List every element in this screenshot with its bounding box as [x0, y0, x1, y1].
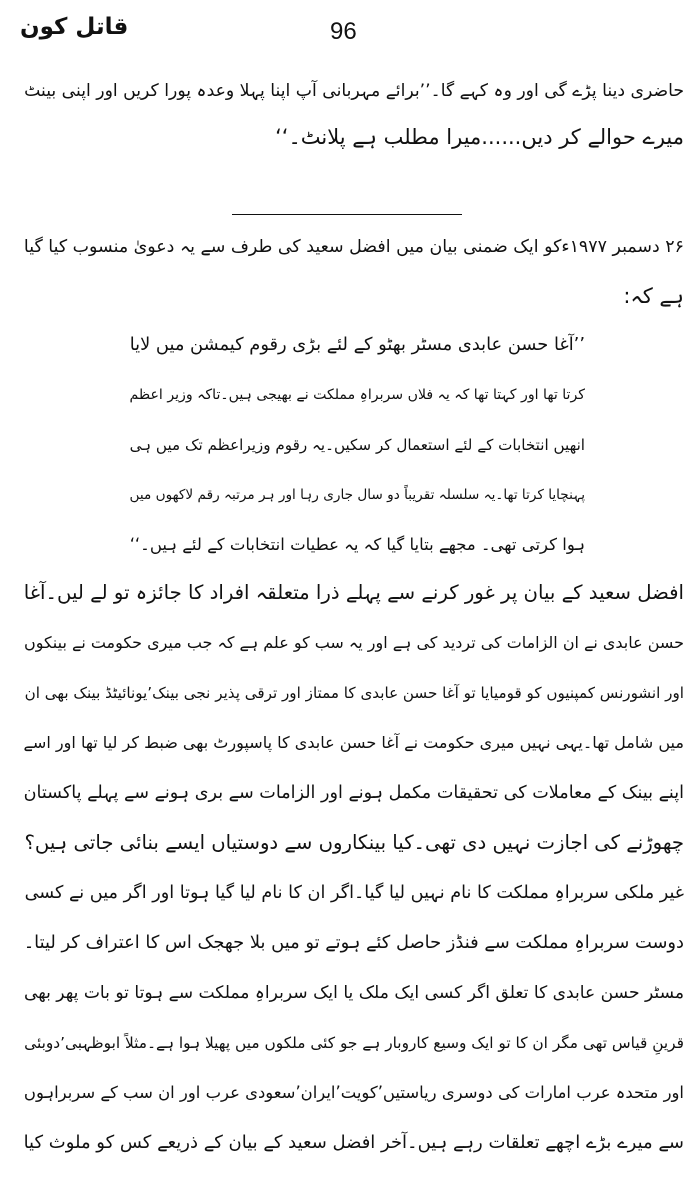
text-line: سے میرے بڑے اچھے تعلقات رہے ہیں۔آخر افضل سعید کے بیان کے ذریعے کس کو ملوث کیا: [23, 1132, 684, 1153]
quote-line: کرتا تھا اور کہتا تھا کہ یہ فلاں سربراہِ مملکت نے بھیجی ہیں۔تاکہ وزیر اعظم: [129, 387, 585, 403]
text-line: چھوڑنے کی اجازت نہیں دی تھی۔کیا بینکاروں سے دوستیاں ایسے بنائی جاتی ہیں؟: [24, 831, 684, 854]
section-divider: [232, 214, 462, 215]
text-line: حاضری دینا پڑے گی اور وہ کہے گا۔’’برائے مہربانی آپ اپنا پہلا وعدہ پورا کریں اور اپنی بینٹ: [24, 81, 684, 101]
page-header: [0, 14, 700, 54]
text-line: ہے کہ:: [623, 284, 684, 308]
text-line: ۲۶ دسمبر ۱۹۷۷ءکو ایک ضمنی بیان میں افضل سعید کی طرف سے یہ دعویٰ منسوب کیا گیا: [23, 237, 684, 257]
quote-line: انھیں انتخابات کے لئے استعمال کر سکیں۔یہ رقوم وزیراعظم تک میں ہی: [129, 436, 585, 454]
text-line: غیر ملکی سربراہِ مملکت کا نام نہیں لیا گیا۔اگر ان کا نام لیا گیا ہوتا اور اگر میں نے کسی: [24, 883, 684, 903]
text-line: دوست سربراہِ مملکت سے فنڈز حاصل کئے ہوتے تو میں بلا جھجک اس کا اعتراف کر لیتا۔: [23, 932, 684, 953]
text-line: اور متحدہ عرب امارات کی دوسری ریاستیں’کویت’ایران’سعودی عرب اور ان سب کے سربراہوں: [23, 1083, 684, 1102]
text-line: اور انشورنس کمپنیوں کو قومیایا تو آغا حسن عابدی کا ممتاز اور ترقی پذیر نجی بینک’یونائیٹڈ بینک بھی ان: [24, 684, 684, 702]
text-line: افضل سعید کے بیان پر غور کرنے سے پہلے ذرا متعلقہ افراد کا جائزہ تو لے لیں۔آغا: [23, 581, 684, 604]
quote-line: ہوا کرتی تھی۔ مجھے بتایا گیا کہ یہ عطیات انتخابات کے لئے ہیں۔‘‘: [129, 535, 585, 554]
quote-line: ’’آغا حسن عابدی مسٹر بھٹو کے لئے بڑی رقوم کیمشن میں لایا: [129, 334, 585, 355]
text-line: میرے حوالے کر دیں......میرا مطلب ہے پلانٹ۔‘‘: [275, 125, 684, 149]
text-line: میں شامل تھا۔یہی نہیں میری حکومت نے آغا حسن عابدی کا پاسپورٹ بھی ضبط کر لیا تھا اور اسے: [23, 733, 684, 752]
text-line: قرینِ قیاس تھی مگر ان کا تو ایک وسیع کاروبار ہے جو کئی ملکوں میں پھیلا ہوا ہے۔مثلاً ابوظہبی’دوبئی: [24, 1034, 684, 1052]
quote-line: پہنچایا کرتا تھا۔یہ سلسلہ تقریباً دو سال جاری رہا اور ہر مرتبہ رقم لاکھوں میں: [129, 487, 585, 503]
running-title: قاتل کون: [20, 14, 129, 40]
text-line: اپنے بینک کے معاملات کی تحقیقات مکمل ہونے اور الزامات سے بری ہونے سے پہلے پاکستان: [23, 783, 684, 803]
page-number: 96: [330, 18, 357, 45]
text-line: حسن عابدی نے ان الزامات کی تردید کی ہے اور یہ سب کو علم ہے کہ جب میری حکومت نے بینکوں: [24, 633, 684, 652]
text-line: مسٹر حسن عابدی کا تعلق اگر کسی ایک ملک یا ایک سربراہِ مملکت سے ہوتا تو بات پھر بھی: [23, 983, 684, 1003]
